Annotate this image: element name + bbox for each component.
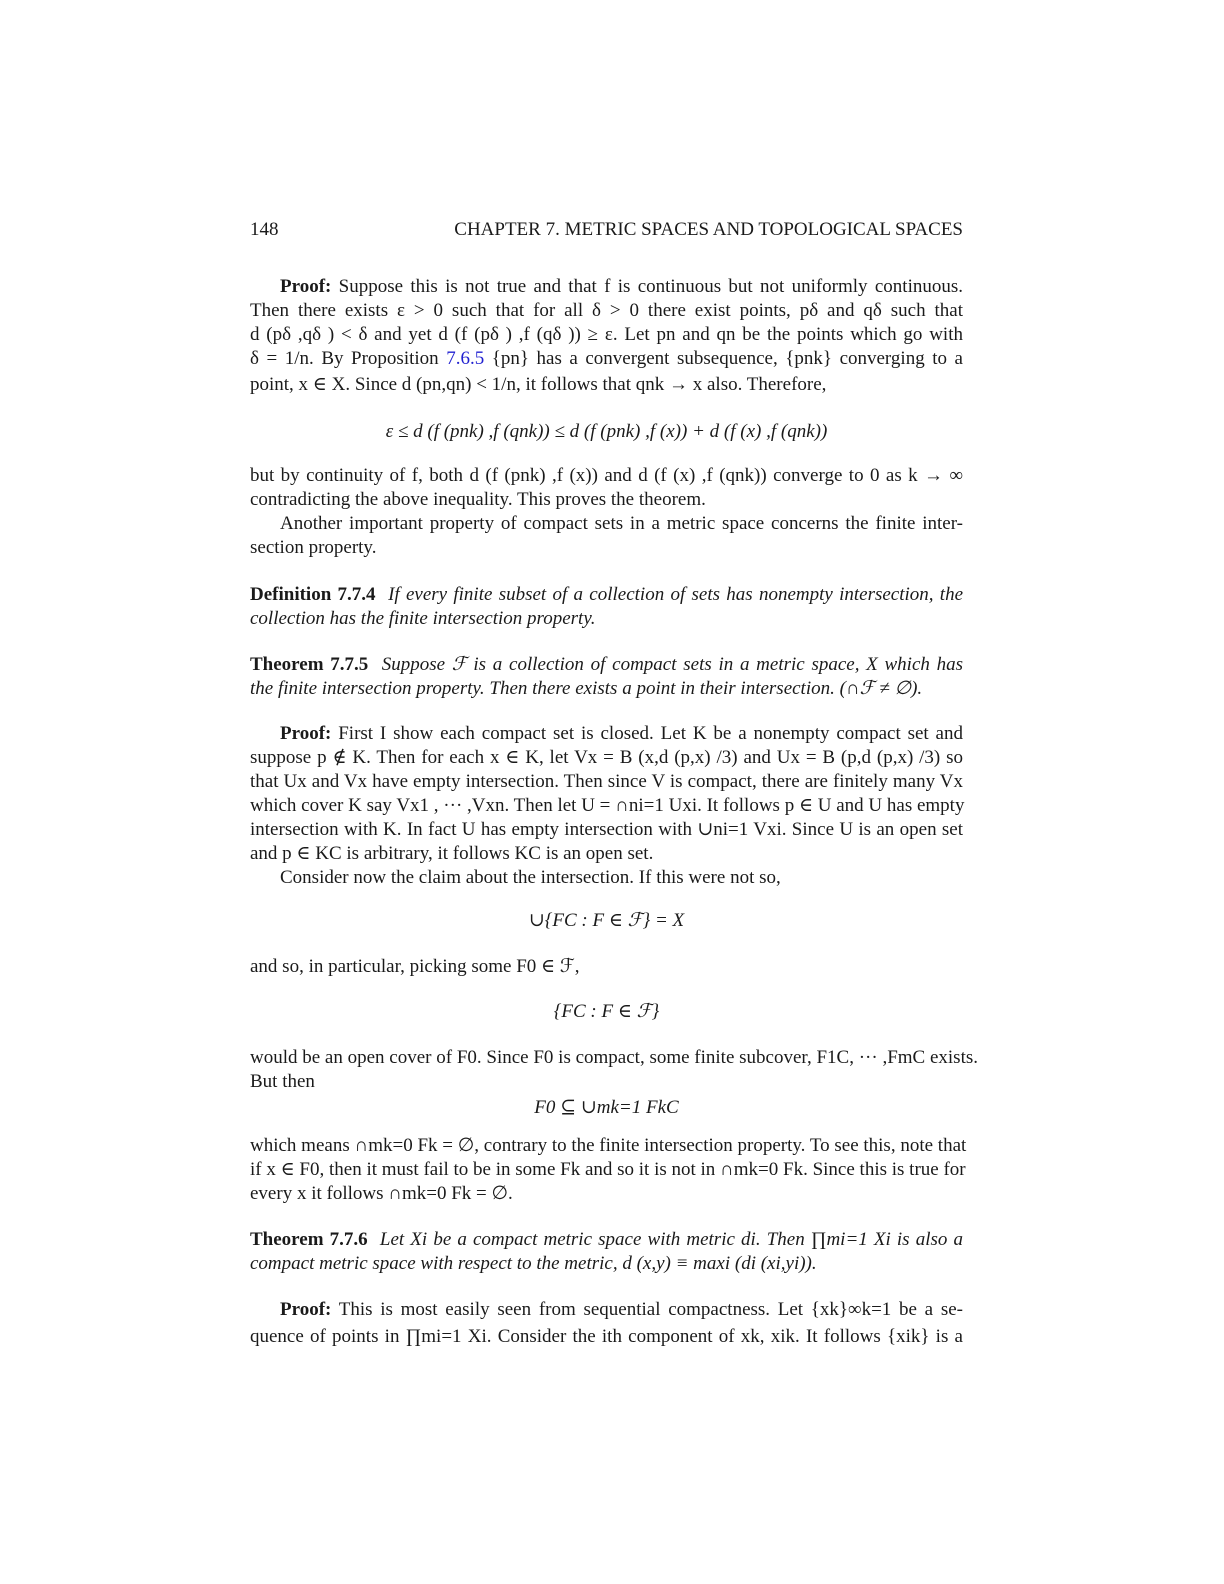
proof2-line-8: and so, in particular, picking some F0 ∈ ℱ, [250, 956, 580, 977]
proof1-line-6: but by continuity of f, both d (f (pnk) ,f (x)) and d (f (x) ,f (qnk)) converge to 0 as k → ∞ [250, 465, 963, 486]
proof1-line-1: Proof: Suppose this is not true and that f is continuous but not uniformly continuous. [280, 276, 963, 297]
chapter-title: CHAPTER 7. METRIC SPACES AND TOPOLOGICAL SPACES [454, 219, 963, 240]
proof2-line-9: would be an open cover of F0. Since F0 is compact, some finite subcover, F1C, ··· ,FmC exists. [250, 1047, 978, 1068]
proof2-line-1: Proof: First I show each compact set is closed. Let K be a nonempty compact set and [280, 723, 963, 744]
proof2-line-5: intersection with K. In fact U has empty intersection with ∪ni=1 Vxi. Since U is an open set [250, 819, 963, 840]
proof1-equation: ε ≤ d (f (pnk) ,f (qnk)) ≤ d (f (pnk) ,f (x)) + d (f (x) ,f (qnk)) [385, 421, 828, 442]
proof2-equation-1: ∪{FC : F ∈ ℱ} = X [528, 910, 685, 931]
proof1-line-8: Another important property of compact sets in a metric space concerns the finite inter- [280, 513, 963, 534]
proof1-line-2: Then there exists ε > 0 such that for all δ > 0 there exist points, pδ and qδ such that [250, 300, 963, 321]
proof1-line-5: point, x ∈ X. Since d (pn,qn) < 1/n, it follows that qnk → x also. Therefore, [250, 374, 827, 395]
proof3-line-2: quence of points in ∏mi=1 Xi. Consider the ith component of xk, xik. It follows {xik} is a [250, 1326, 963, 1347]
proposition-link[interactable]: 7.6.5 [446, 348, 485, 369]
proof2-line-6: and p ∈ KC is arbitrary, it follows KC is an open set. [250, 843, 654, 864]
proof1-line-7: contradicting the above inequality. This proves the theorem. [250, 489, 706, 510]
proof1-line-4: δ = 1/n. By Proposition 7.6.5 {pn} has a convergent subsequence, {pnk} converging to a [250, 348, 963, 369]
definition-label: Definition 7.7.4 [250, 584, 376, 605]
proof-label: Proof: [280, 276, 332, 297]
proof2-equation-3: F0 ⊆ ∪mk=1 FkC [534, 1097, 679, 1118]
theorem776-label: Theorem 7.7.6 [250, 1229, 368, 1250]
definition-line-2: collection has the finite intersection property. [250, 608, 596, 629]
proof1-line-9: section property. [250, 537, 377, 558]
proof2-line-3: that Ux and Vx have empty intersection. Then since V is compact, there are finitely many Vx [250, 771, 963, 792]
proof1-line-3: d (pδ ,qδ ) < δ and yet d (f (pδ ) ,f (qδ )) ≥ ε. Let pn and qn be the points which go with [250, 324, 963, 345]
proof2-equation-2: {FC : F ∈ ℱ} [553, 1001, 660, 1022]
theorem775-line-2: the finite intersection property. Then there exists a point in their intersection. (∩ℱ ≠ ∅). [250, 678, 923, 699]
running-header [250, 219, 963, 241]
proof2-line-13: every x it follows ∩mk=0 Fk = ∅. [250, 1183, 513, 1204]
proof2-line-4: which cover K say Vx1 , ··· ,Vxn. Then let U = ∩ni=1 Uxi. It follows p ∈ U and U has empty [250, 795, 965, 816]
proof-label: Proof: [280, 1299, 332, 1320]
proof2-line-10: But then [250, 1071, 315, 1092]
proof2-line-2: suppose p ∉ K. Then for each x ∈ K, let Vx = B (x,d (p,x) /3) and Ux = B (p,d (p,x) /3) so [250, 747, 963, 768]
theorem775-label: Theorem 7.7.5 [250, 654, 369, 675]
proof-label: Proof: [280, 723, 332, 744]
proof2-line-12: if x ∈ F0, then it must fail to be in some Fk and so it is not in ∩mk=0 Fk. Since this is true for [250, 1159, 966, 1180]
theorem775-line-1: Theorem 7.7.5 Suppose ℱ is a collection of compact sets in a metric space, X which has [250, 654, 964, 675]
page-number: 148 [250, 219, 279, 240]
proof2-line-11: which means ∩mk=0 Fk = ∅, contrary to the finite intersection property. To see this, note that [250, 1135, 967, 1156]
proof3-line-1: Proof: This is most easily seen from sequential compactness. Let {xk}∞k=1 be a se- [280, 1299, 963, 1320]
theorem776-line-2: compact metric space with respect to the metric, d (x,y) ≡ maxi (di (xi,yi)). [250, 1253, 817, 1274]
proof2-line-7: Consider now the claim about the intersection. If this were not so, [280, 867, 781, 888]
definition-line-1: Definition 7.7.4 If every finite subset of a collection of sets has nonempty intersection, the [250, 584, 964, 605]
theorem776-line-1: Theorem 7.7.6 Let Xi be a compact metric space with metric di. Then ∏mi=1 Xi is also a [250, 1229, 963, 1250]
